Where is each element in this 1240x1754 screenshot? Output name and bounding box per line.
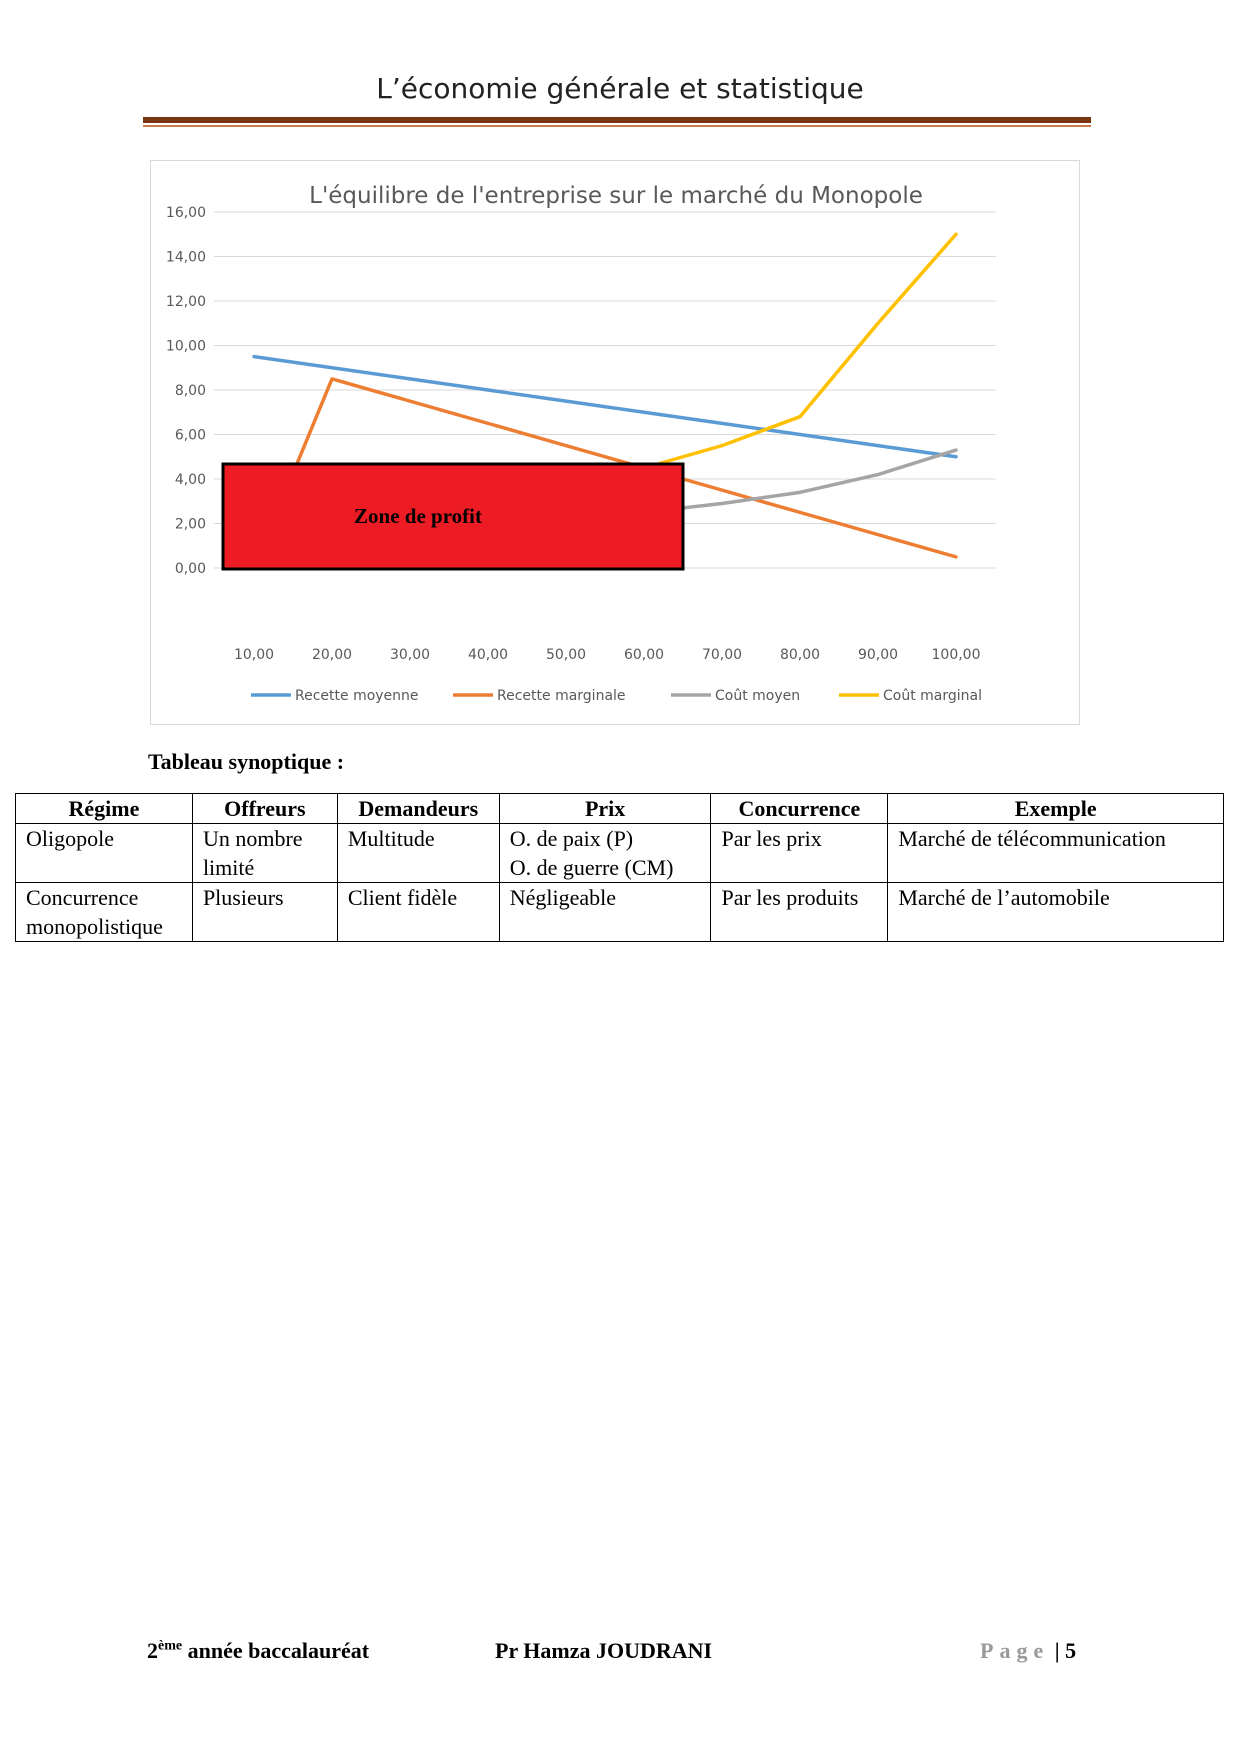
table-cell (337, 824, 499, 883)
table-row (16, 824, 1224, 883)
y-tick-label: 14,00 (165, 249, 206, 266)
table-cell-line: Oligopole (26, 826, 114, 851)
footer-page-number: 5 (1065, 1638, 1077, 1663)
chart-container (150, 160, 1080, 725)
table-cell (499, 824, 711, 883)
footer-level (147, 1638, 369, 1664)
table-cell-line: Marché de télécommunication (898, 826, 1166, 851)
y-tick-label: 4,00 (174, 472, 206, 488)
table-cell-line: Un nombre (202, 826, 303, 851)
legend-label: Coût marginal (883, 688, 982, 704)
table-header-cell: Demandeurs (337, 794, 499, 824)
x-tick-label: 60,00 (623, 647, 665, 663)
x-tick-label: 50,00 (545, 647, 587, 663)
table-cell-line: monopolistique (26, 914, 163, 939)
table-cell-line: Par les prix (721, 826, 822, 851)
x-tick-label: 90,00 (857, 647, 899, 663)
table-header-cell: Concurrence (711, 794, 888, 824)
footer-page-separator: | (1049, 1638, 1066, 1663)
legend-label: Coût moyen (715, 688, 801, 704)
table-cell-line: Plusieurs (202, 885, 284, 910)
table-cell (711, 824, 888, 883)
table-cell-line: O. de paix (P) (509, 826, 634, 851)
table-cell-line: Marché de l’automobile (898, 885, 1110, 910)
profit-zone-label: Zone de profit (354, 504, 482, 528)
legend-label: Recette moyenne (295, 688, 419, 704)
header-rule-accent (143, 125, 1091, 127)
footer-level-text: année baccalauréat (182, 1638, 370, 1663)
chart-title: L'équilibre de l'entreprise sur le marché du Monopole (309, 183, 923, 209)
table-cell (888, 824, 1224, 883)
header-rule (143, 117, 1091, 123)
x-tick-label: 40,00 (467, 647, 509, 663)
x-tick-label: 70,00 (701, 647, 743, 663)
y-tick-label: 6,00 (174, 427, 206, 444)
table-cell (711, 883, 888, 942)
y-tick-label: 10,00 (165, 338, 206, 355)
legend-label: Recette marginale (497, 688, 626, 704)
table-header-cell: Prix (499, 794, 711, 824)
x-tick-label: 20,00 (311, 647, 353, 663)
table-cell-line: Concurrence (26, 885, 139, 910)
table-cell (888, 883, 1224, 942)
footer-page (980, 1638, 1076, 1664)
y-tick-label: 2,00 (174, 516, 206, 533)
table-cell (16, 883, 193, 942)
line-chart (151, 161, 1081, 726)
table-cell-line: Négligeable (509, 885, 617, 910)
y-tick-label: 8,00 (174, 383, 206, 399)
x-tick-label: 80,00 (779, 647, 821, 663)
footer-author: Pr Hamza JOUDRANI (495, 1638, 713, 1663)
document-header-title: L’économie générale et statistique (376, 72, 864, 105)
table-row (16, 883, 1224, 942)
table-cell-line: Client fidèle (347, 885, 458, 910)
y-tick-label: 16,00 (165, 205, 206, 221)
series-line (254, 357, 956, 457)
footer-level-number: 2 (147, 1638, 158, 1663)
synoptic-table (15, 793, 1224, 942)
x-tick-label: 10,00 (233, 647, 275, 663)
table-header-cell: Offreurs (192, 794, 337, 824)
table-cell (337, 883, 499, 942)
table-cell (192, 824, 337, 883)
y-tick-label: 12,00 (165, 294, 206, 310)
table-cell-line: Multitude (347, 826, 435, 851)
table-header-cell: Exemple (888, 794, 1224, 824)
table-cell (192, 883, 337, 942)
table-cell-line: limité (202, 855, 255, 880)
y-tick-label: 0,00 (174, 561, 206, 577)
table-header-row (16, 794, 1224, 824)
page-footer (0, 1638, 1240, 1678)
table-cell-line: Par les produits (721, 885, 859, 910)
x-tick-label: 100,00 (931, 647, 981, 663)
table-cell-line: O. de guerre (CM) (509, 855, 674, 880)
x-tick-label: 30,00 (389, 647, 431, 663)
table-cell (16, 824, 193, 883)
footer-level-superscript: ème (158, 1638, 183, 1654)
table-caption: Tableau synoptique : (148, 749, 345, 774)
table-cell (499, 883, 711, 942)
footer-page-word: Page (980, 1638, 1050, 1663)
table-header-cell: Régime (16, 794, 193, 824)
